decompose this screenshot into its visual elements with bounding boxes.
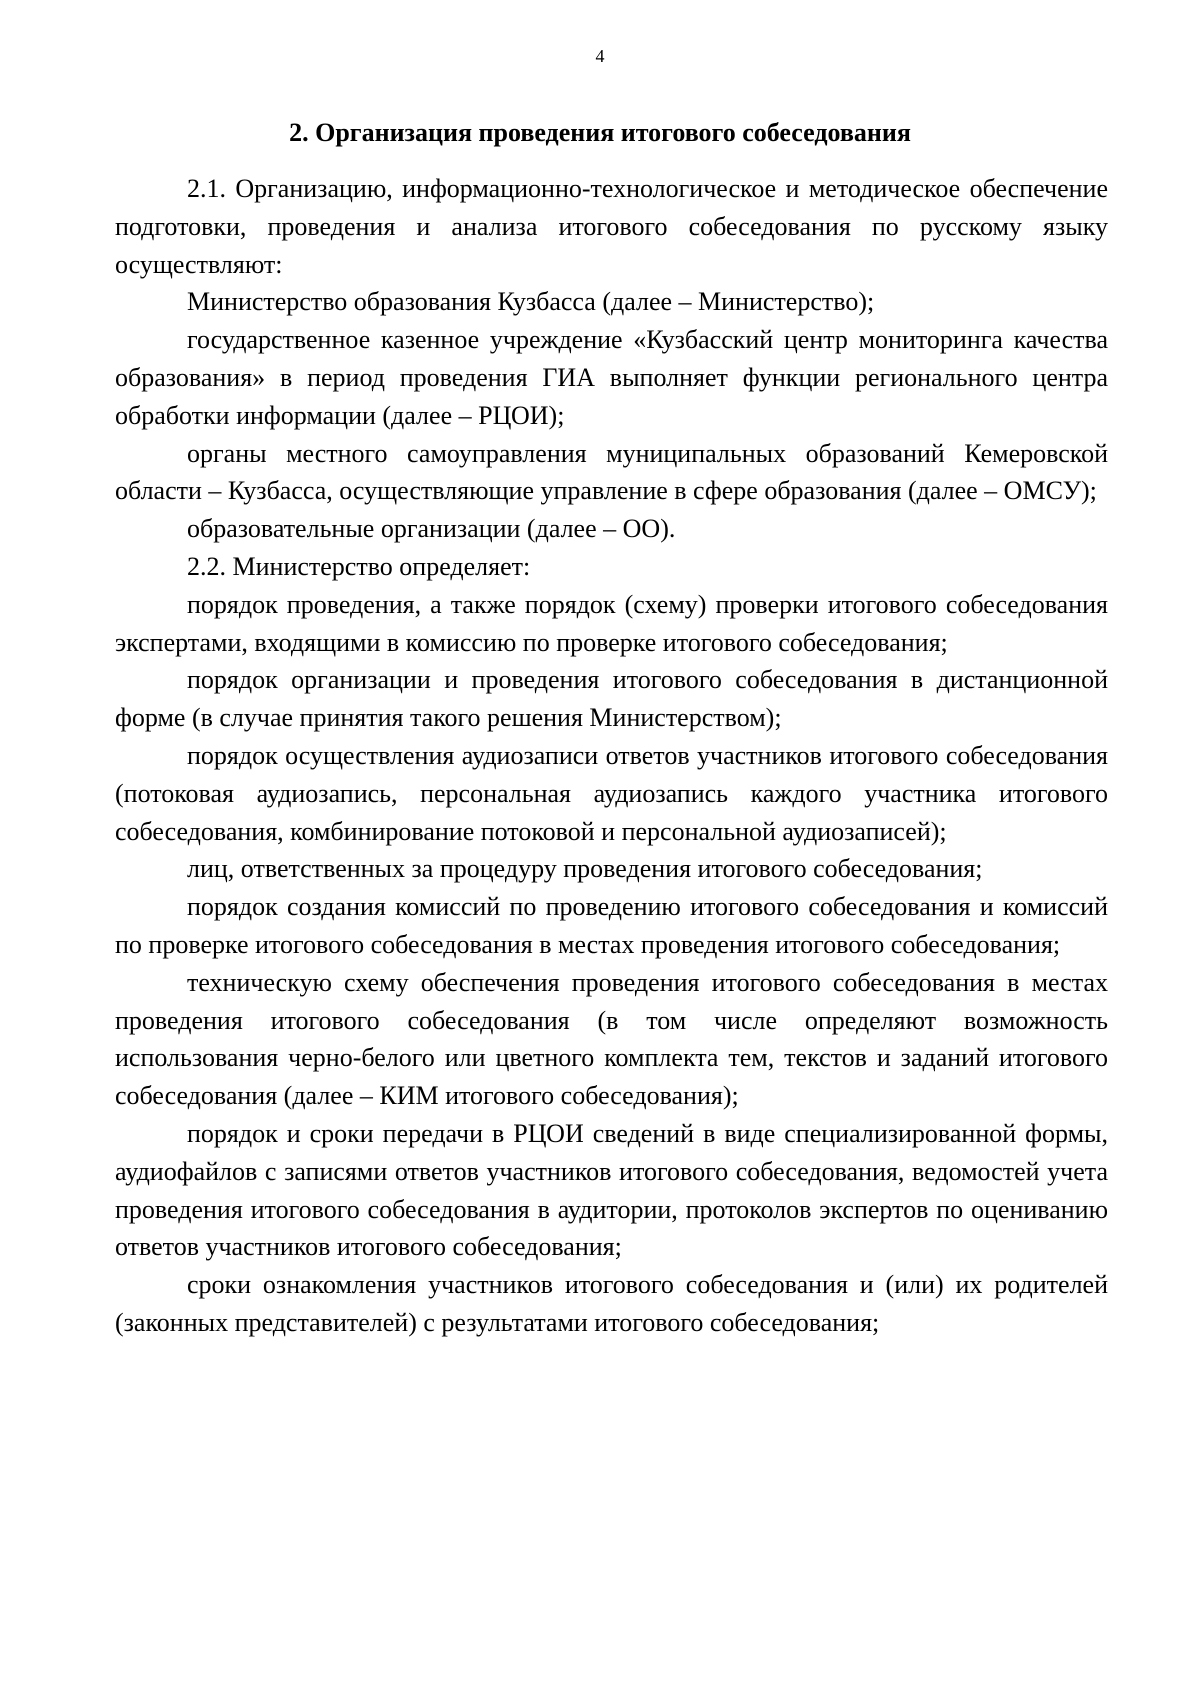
paragraph-procedure-check: порядок проведения, а также порядок (схему) проверки итогового собеседования экспертами, входящими в комиссию по проверке итогового собеседования;	[115, 589, 1108, 657]
paragraph-remote-form: порядок организации и проведения итогового собеседования в дистанционной форме (в случае принятия такого решения Министерством);	[115, 665, 1108, 733]
paragraph-2-2: 2.2. Министерство определяет:	[187, 551, 531, 581]
paragraph-omsu: органы местного самоуправления муниципальных образований Кемеровской области – Кузбасса, осуществляющие управление в сфере образования (далее – ОМСУ);	[115, 438, 1108, 506]
body-text	[115, 170, 1108, 1342]
paragraph-ministry: Министерство образования Кузбасса (далее – Министерство);	[187, 287, 875, 317]
paragraph-2-1: 2.1. Организацию, информационно-технологическое и методическое обеспечение подготовки, проведения и анализа итогового собеседования по русскому языку осуществляют:	[115, 174, 1108, 279]
paragraph-audio-recording: порядок осуществления аудиозаписи ответов участников итогового собеседования (потоковая аудиозапись, персональная аудиозапись каждого участника итогового собеседования, комбинирование потоковой и персональной аудиозаписей);	[115, 740, 1108, 846]
page-number: 4	[595, 46, 605, 66]
paragraph-commissions: порядок создания комиссий по проведению итогового собеседования и комиссий по проверке итогового собеседования в местах проведения итогового собеседования;	[115, 892, 1108, 959]
paragraph-familiarization: сроки ознакомления участников итогового собеседования и (или) их родителей (законных представителей) с результатами итогового собеседования;	[115, 1270, 1108, 1337]
paragraph-rcoi: государственное казенное учреждение «Кузбасский центр мониторинга качества образования» в период проведения ГИА выполняет функции регионального центра обработки информации (далее – РЦОИ);	[115, 325, 1108, 430]
paragraph-oo: образовательные организации (далее – ОО).	[187, 514, 676, 544]
paragraph-transfer-terms: порядок и сроки передачи в РЦОИ сведений в виде специализированной формы, аудиофайлов с записями ответов участников итогового собеседования, ведомостей учета проведения итогового собеседования в аудитории, протоколов экспертов по оцениванию ответов участников итогового собеседования;	[115, 1118, 1108, 1262]
section-title: 2. Организация проведения итогового собеседования	[289, 118, 911, 147]
paragraph-responsible-persons: лиц, ответственных за процедуру проведения итогового собеседования;	[187, 854, 983, 884]
paragraph-technical-scheme: техническую схему обеспечения проведения итогового собеседования в местах проведения итогового собеседования (в том числе определяют возможность использования черно-белого или цветного комплекта тем, текстов и заданий итогового собеседования (далее – КИМ итогового собеседования);	[115, 967, 1108, 1111]
